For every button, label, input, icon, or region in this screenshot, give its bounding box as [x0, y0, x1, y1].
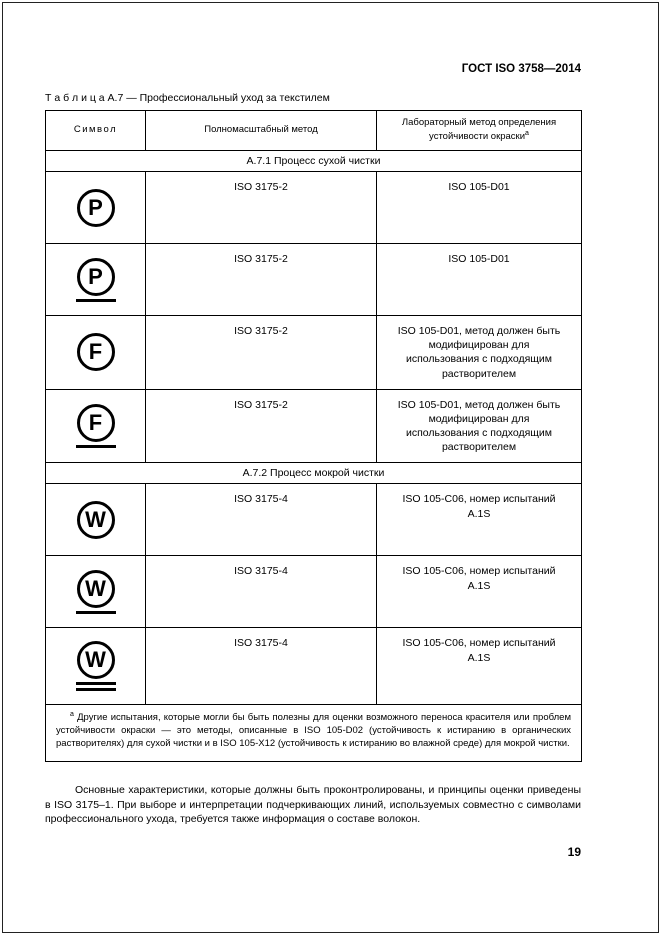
- footnote-marker: а: [70, 711, 74, 719]
- symbol-circle: P: [77, 189, 115, 227]
- col-header-symbol: [46, 111, 146, 151]
- section-title: А.7.2 Процесс мокрой чистки: [46, 463, 582, 484]
- full-scale-method-cell: ISO 3175-2: [146, 389, 377, 463]
- lab-method-cell: ISO 105-D01, метод должен быть модифицирован для использования с подходящим растворителем: [377, 389, 582, 463]
- full-scale-method-cell: ISO 3175-2: [146, 172, 377, 244]
- full-scale-method-cell: ISO 3175-4: [146, 556, 377, 628]
- symbol-circle: W: [77, 570, 115, 608]
- table-row: [46, 556, 582, 628]
- care-symbol-f-icon: [77, 333, 115, 371]
- table-row: [46, 484, 582, 556]
- symbol-cell: [46, 172, 146, 244]
- col-header-method-label: Полномасштабный метод: [204, 124, 318, 136]
- full-scale-method-cell: ISO 3175-4: [146, 484, 377, 556]
- full-scale-method-cell: ISO 3175-4: [146, 628, 377, 705]
- lab-method-cell: ISO 105-D01: [377, 244, 582, 316]
- table-row: [46, 389, 582, 463]
- symbol-circle: F: [77, 404, 115, 442]
- table-row: [46, 172, 582, 244]
- symbol-underline: [76, 299, 116, 302]
- table-row: [46, 244, 582, 316]
- document-header: ГОСТ ISO 3758—2014: [461, 63, 581, 75]
- body-paragraph: Основные характеристики, которые должны быть проконтролированы, и принципы оценки приведены в ISO 3175–1. При выборе и интерпретации подчеркивающих линий, используемых совместно с символами профессионального ухода, требуется также информация о составе волокон.: [45, 784, 581, 826]
- table-row: [46, 628, 582, 705]
- symbol-cell: [46, 389, 146, 463]
- symbol-cell: [46, 628, 146, 705]
- section-row: [46, 151, 582, 172]
- lab-method-cell: ISO 105-D01, метод должен быть модифицирован для использования с подходящим растворителем: [377, 316, 582, 390]
- table-body: [46, 151, 582, 705]
- symbol-underline: [76, 688, 116, 691]
- symbol-circle: P: [77, 258, 115, 296]
- symbol-circle: F: [77, 333, 115, 371]
- page-number: 19: [567, 845, 581, 859]
- symbol-underline: [76, 611, 116, 614]
- full-scale-method-cell: ISO 3175-2: [146, 244, 377, 316]
- care-symbol-w-underlined-2-icon: [76, 641, 116, 691]
- care-symbol-p-underlined-1-icon: [76, 258, 116, 302]
- col-header-symbol-label: Символ: [73, 124, 118, 136]
- symbol-cell: [46, 316, 146, 390]
- lab-method-cell: ISO 105-D01: [377, 172, 582, 244]
- header-footnote-marker: а: [525, 130, 529, 138]
- care-methods-table: [45, 110, 582, 762]
- table-footnote: [46, 705, 582, 762]
- care-symbol-w-underlined-1-icon: [76, 570, 116, 614]
- care-symbol-w-icon: [77, 501, 115, 539]
- lab-method-cell: ISO 105-C06, номер испытаний А.1S: [377, 556, 582, 628]
- table-row: [46, 316, 582, 390]
- full-scale-method-cell: ISO 3175-2: [146, 316, 377, 390]
- care-symbol-p-icon: [77, 189, 115, 227]
- footnote-text: Другие испытания, которые могли бы быть полезны для оценки возможного переноса красителя или проблем устойчивости окраски — это методы, описанные в ISO 105-D02 (устойчивость к истиранию в органических растворителях) для сухой чистки и в ISO 105-X12 (устойчивость к истиранию во влажной среде) для мокрой чистки.: [56, 712, 571, 749]
- col-header-method: [146, 111, 377, 151]
- table-header-row: [46, 111, 582, 151]
- symbol-cell: [46, 484, 146, 556]
- lab-method-cell: ISO 105-C06, номер испытаний А.1S: [377, 628, 582, 705]
- section-row: [46, 463, 582, 484]
- symbol-circle: W: [77, 641, 115, 679]
- footnote-row: [46, 705, 582, 762]
- col-header-lab-label: Лабораторный метод определения устойчивости окраски: [401, 117, 557, 143]
- symbol-underline: [76, 682, 116, 685]
- table-caption: Т а б л и ц а А.7 — Профессиональный уход за текстилем: [45, 92, 330, 104]
- symbol-cell: [46, 244, 146, 316]
- symbol-underline: [76, 445, 116, 448]
- symbol-cell: [46, 556, 146, 628]
- section-title: А.7.1 Процесс сухой чистки: [46, 151, 582, 172]
- symbol-circle: W: [77, 501, 115, 539]
- care-symbol-f-underlined-1-icon: [76, 404, 116, 448]
- col-header-lab: [377, 111, 582, 151]
- lab-method-cell: ISO 105-C06, номер испытаний А.1S: [377, 484, 582, 556]
